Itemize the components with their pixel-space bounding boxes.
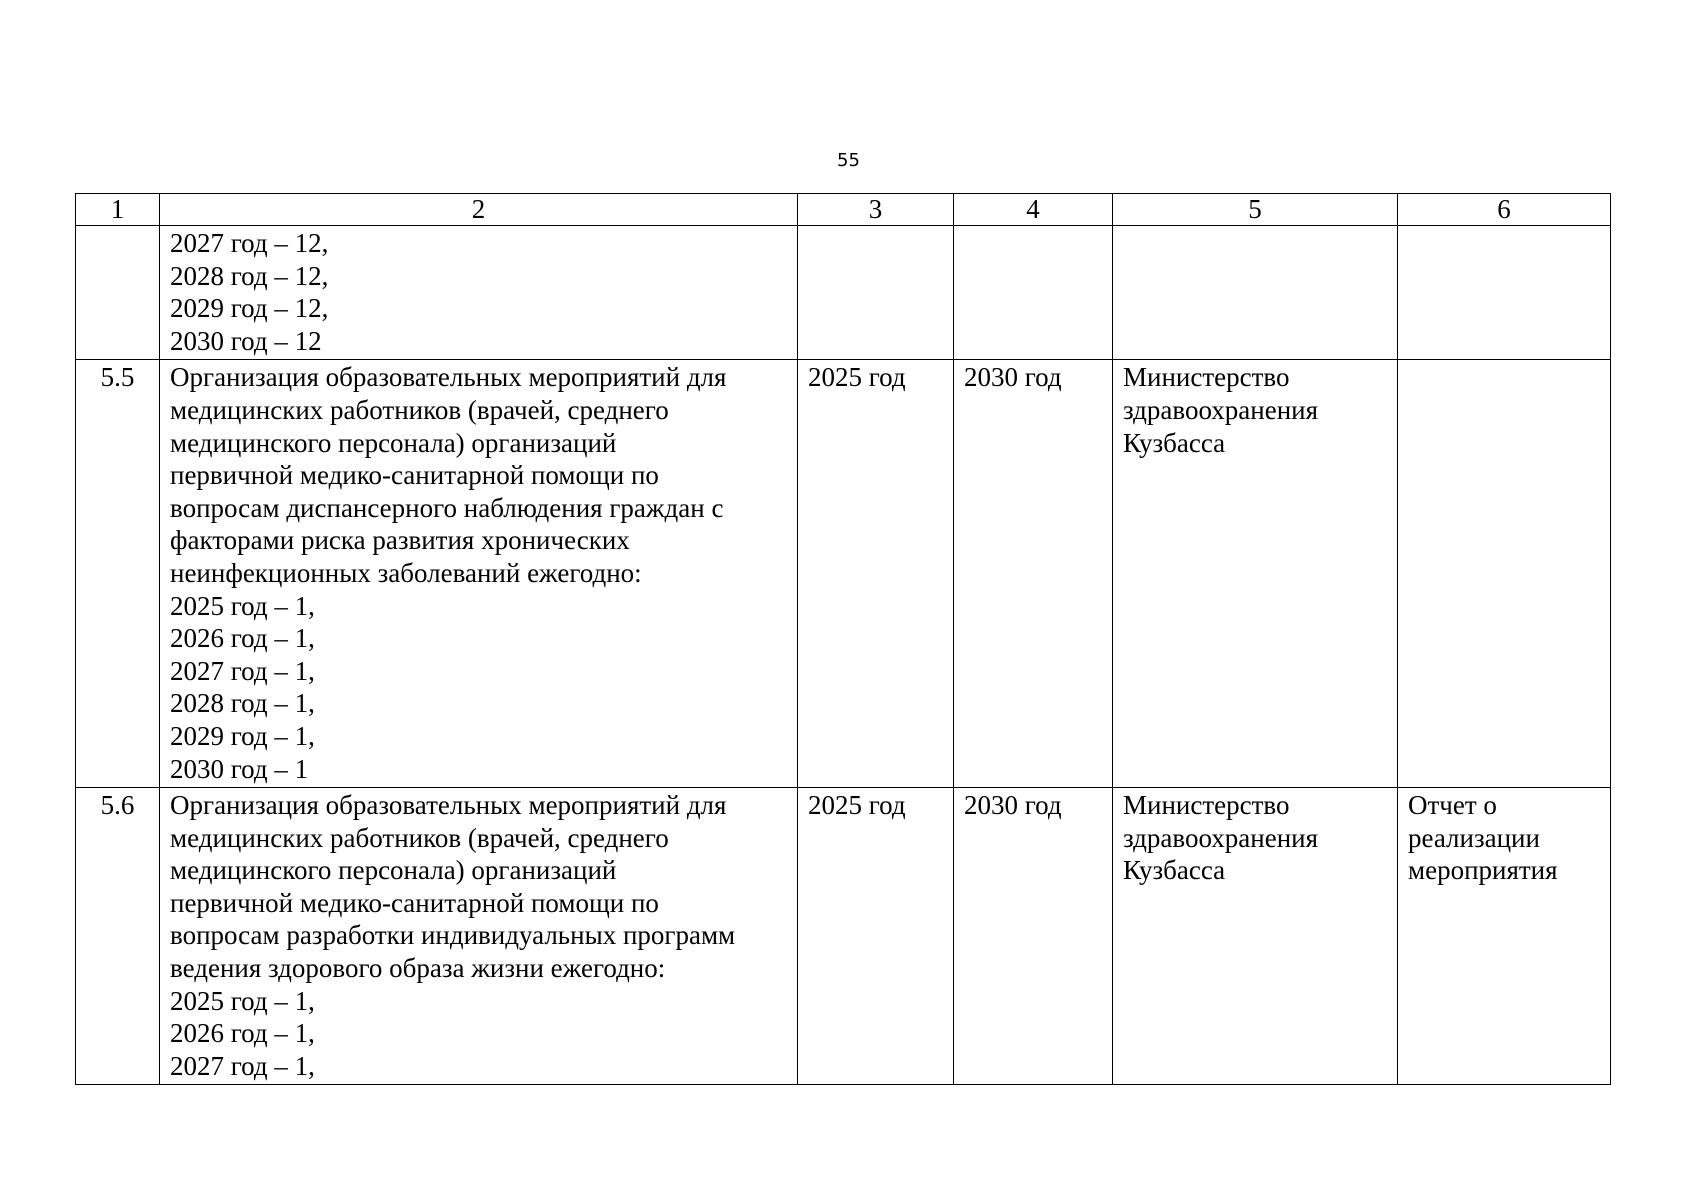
- description-line: медицинского персонала) организаций: [170, 427, 617, 458]
- description-line: медицинских работников (врачей, среднего: [170, 394, 669, 425]
- table-row-continuation: [76, 226, 1611, 360]
- row-number-cell: 5.5: [76, 360, 160, 788]
- result-cell: [1398, 788, 1611, 1085]
- executor-line: здравоохранения: [1123, 394, 1319, 425]
- executor-line: Кузбасса: [1123, 427, 1226, 458]
- description-line: 2026 год – 1,: [170, 623, 315, 654]
- result-line: реализации: [1408, 822, 1540, 853]
- executor-line: Министерство: [1123, 362, 1290, 393]
- table-row-5-6: [76, 788, 1611, 1085]
- description-line: вопросам диспансерного наблюдения граждан с: [170, 492, 724, 523]
- executor-line: Кузбасса: [1123, 855, 1226, 886]
- description-line: медицинского персонала) организаций: [170, 855, 617, 886]
- description-line: Организация образовательных мероприятий для: [170, 790, 727, 821]
- activities-table: [75, 193, 1611, 1085]
- column-header-2: 2: [160, 194, 798, 226]
- page-number: 55: [837, 150, 860, 171]
- description-cell: [160, 226, 798, 360]
- row-number-cell: [76, 226, 160, 360]
- column-header-6: 6: [1398, 194, 1611, 226]
- description-line: первичной медико-санитарной помощи по: [170, 460, 659, 491]
- description-line: 2030 год – 1: [170, 753, 309, 784]
- description-line: Организация образовательных мероприятий для: [170, 362, 727, 393]
- description-line: медицинских работников (врачей, среднего: [170, 822, 669, 853]
- description-line: 2027 год – 1,: [170, 1050, 315, 1081]
- description-line: 2028 год – 1,: [170, 688, 315, 719]
- end-date-cell: 2030 год: [954, 360, 1113, 788]
- description-line: 2025 год – 1,: [170, 985, 315, 1016]
- description-line: 2029 год – 12,: [170, 293, 329, 324]
- column-header-1: 1: [76, 194, 160, 226]
- description-line: 2025 год – 1,: [170, 590, 315, 621]
- table-row-5-5: [76, 360, 1611, 788]
- executor-line: Министерство: [1123, 790, 1290, 821]
- table-header-row: [76, 194, 1611, 226]
- description-cell: [160, 788, 798, 1085]
- start-date-cell: [798, 226, 954, 360]
- description-line: 2027 год – 12,: [170, 228, 329, 258]
- description-line: 2027 год – 1,: [170, 655, 315, 686]
- column-header-3: 3: [798, 194, 954, 226]
- description-line: 2030 год – 12: [170, 325, 322, 356]
- description-line: неинфекционных заболеваний ежегодно:: [170, 557, 642, 588]
- executor-line: здравоохранения: [1123, 822, 1319, 853]
- description-line: 2028 год – 12,: [170, 260, 329, 291]
- executor-cell: [1113, 360, 1398, 788]
- executor-cell: [1113, 788, 1398, 1085]
- result-cell: [1398, 226, 1611, 360]
- start-date-cell: 2025 год: [798, 360, 954, 788]
- column-header-4: 4: [954, 194, 1113, 226]
- column-header-5: 5: [1113, 194, 1398, 226]
- end-date-cell: 2030 год: [954, 788, 1113, 1085]
- description-line: 2029 год – 1,: [170, 720, 315, 751]
- description-line: факторами риска развития хронических: [170, 525, 630, 556]
- row-number-cell: 5.6: [76, 788, 160, 1085]
- result-cell: [1398, 360, 1611, 788]
- start-date-cell: 2025 год: [798, 788, 954, 1085]
- end-date-cell: [954, 226, 1113, 360]
- description-line: 2026 год – 1,: [170, 1018, 315, 1049]
- description-cell: [160, 360, 798, 788]
- description-line: ведения здорового образа жизни ежегодно:: [170, 953, 666, 984]
- result-line: Отчет о: [1408, 790, 1497, 821]
- description-line: первичной медико-санитарной помощи по: [170, 887, 659, 918]
- executor-cell: [1113, 226, 1398, 360]
- result-line: мероприятия: [1408, 855, 1558, 886]
- description-line: вопросам разработки индивидуальных программ: [170, 920, 736, 951]
